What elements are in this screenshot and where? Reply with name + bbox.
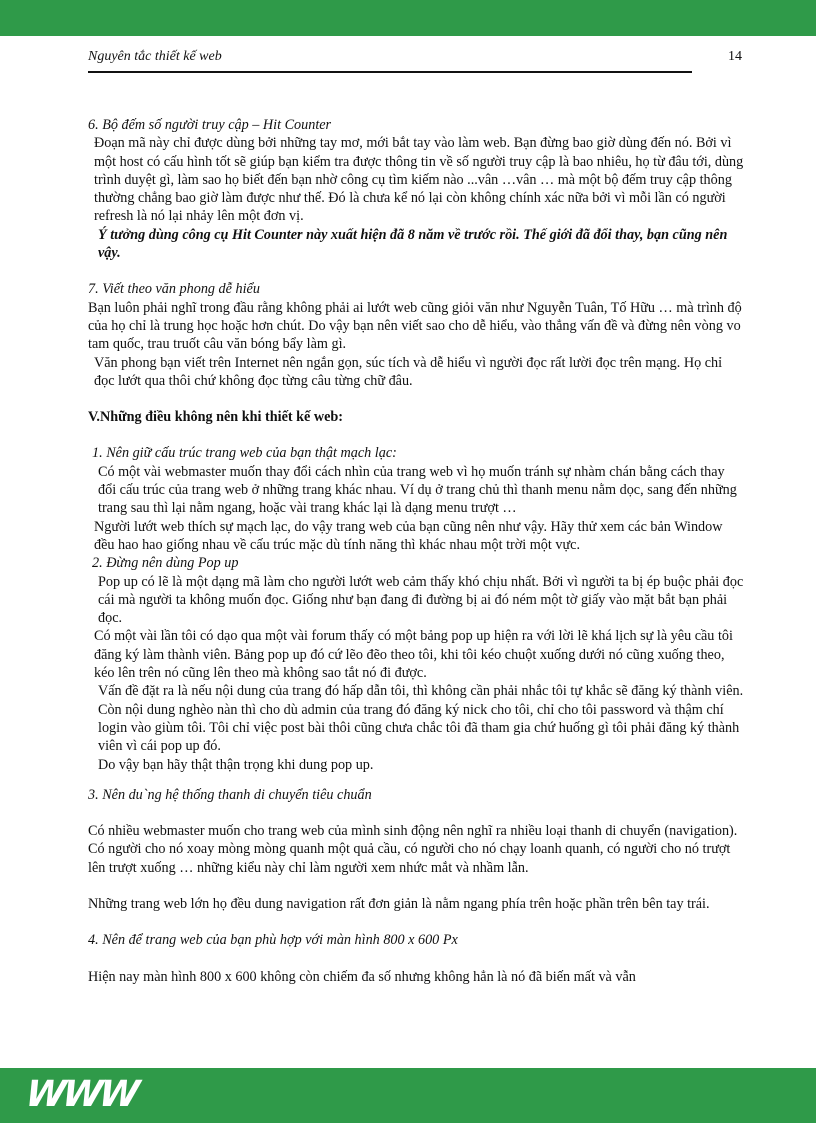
popup-paragraph-4: Do vậy bạn hãy thật thận trọng khi dung pop up. — [98, 756, 374, 773]
page-header — [88, 49, 744, 71]
writing-style-paragraph-2: Văn phong bạn viết trên Internet nên ngắn gọn, súc tích và dễ hiểu vì người đọc rất lười đọc trên mạng. Họ chỉ đọc lướt qua thôi chứ không đọc từng câu từng chữ đâu. — [94, 354, 723, 389]
screen-paragraph-1: Hiện nay màn hình 800 x 600 không còn chiếm đa số nhưng không hẳn là nó đã biến mất và vẫn — [88, 968, 636, 985]
hit-counter-heading: 6. Bộ đếm số người truy cập – Hit Counter — [88, 117, 332, 133]
navigation-heading: 3. Nên du`ng hệ thống thanh di chuyển tiêu chuẩn — [88, 786, 372, 803]
header-rule — [88, 71, 692, 73]
writing-style-paragraph-1: Bạn luôn phải nghĩ trong đầu rằng không phải ai lướt web cũng giỏi văn như Nguyễn Tuân, Tố Hữu … mà trình độ của họ chỉ là trung học hoặc hơn chút. Do vậy bạn nên viết sao cho dễ hiểu, vào thẳng vấn đề và đừng nên vòng vo tam quốc, trau truốt câu văn bóng bẩy làm gì. — [88, 299, 742, 353]
page-number: 14 — [728, 49, 742, 64]
top-green-band — [0, 0, 816, 36]
popup-paragraph-3: Vấn đề đặt ra là nếu nội dung của trang đó hấp dẫn tôi, thì không cần phải nhắc tôi tự khắc sẽ đăng ký thành viên. Còn nội dung nghèo nàn thì cho dù admin của trang đó đăng ký nick cho tôi, chỉ cho tôi password và thậm chí login vào giùm tôi. Tôi chỉ việc post bài thôi cũng chưa chắc tôi đã tham gia chứ huống gì tôi phải đăng ký thành viên vì cái pop up đó. — [98, 683, 744, 755]
structure-paragraph-2: Người lướt web thích sự mạch lạc, do vậy trang web của bạn cũng nên như vậy. Hãy thử xem các bản Window đều hao hao giống nhau về cấu trúc mặc dù tính năng thì khác nhau một trời một vực. — [94, 518, 723, 553]
section-v-title: V.Những điều không nên khi thiết kế web: — [88, 409, 344, 426]
navigation-paragraph-1: Có nhiều webmaster muốn cho trang web của mình sinh động nên nghĩ ra nhiều loại thanh di chuyển (navigation). Có người cho nó xoay mòng mòng quanh một quả cầu, có người cho nó chạy loanh quanh, có người cho nó trượt lên trượt xuống … những kiểu này chỉ làm người xem nhức mắt và nhầm lẫn. — [88, 823, 738, 876]
structure-heading: 1. Nên giữ cấu trúc trang web của bạn thật mạch lạc: — [92, 445, 397, 462]
www-logo: WWW — [23, 1074, 140, 1115]
structure-paragraph-1: Có một vài webmaster muốn thay đổi cách nhìn của trang web vì họ muốn tránh sự nhàm chán bằng cách thay đổi cấu trúc của trang web ở những trang khác nhau. Ví dụ ở trang chủ thì thanh menu nằm dọc, sang đến những trang sau thì lại nằm ngang, hoặc vài trang khác lại là dạng menu trượt … — [98, 463, 737, 517]
navigation-paragraph-2: Những trang web lớn họ đều dung navigation rất đơn giản là nằm ngang phía trên hoặc phần trên bên tay trái. — [88, 895, 710, 912]
popup-paragraph-1: Pop up có lẽ là một dạng mã làm cho người lướt web cảm thấy khó chịu nhất. Bởi vì người ta bị ép buộc phải đọc cái mà người ta không muốn đọc. Giống như bạn đang đi đường bị ai đó ném một tờ giấy vào mặt bắt bạn phải đọc. — [98, 573, 744, 627]
header-title: Nguyên tắc thiết kế web — [88, 49, 222, 64]
hit-counter-paragraph: Đoạn mã này chỉ được dùng bởi những tay mơ, mới bắt tay vào làm web. Bạn đừng bao giờ dùng đến nó. Bởi vì một host có cấu hình tốt sẽ giúp bạn kiểm tra được thông tin về số người truy cập là bao nhiêu, họ từ đâu tới, dùng trình duyệt gì, làm sao họ biết đến bạn nhờ công cụ tìm kiếm nào ...vân …vân … mà một bộ đếm truy cập thông thường chẳng bao giờ làm được như thế. Đó là chưa kể nó lại còn không chính xác nữa bởi vì mỗi lần có người refresh là nó lại nhảy lên một đơn vị. — [94, 135, 744, 225]
writing-style-heading: 7. Viết theo văn phong dễ hiểu — [88, 281, 260, 298]
popup-paragraph-2: Có một vài lần tôi có dạo qua một vài forum thấy có một bảng pop up hiện ra với lời lẽ khá lịch sự là yêu cầu tôi đăng ký làm thành viên. Bảng pop up đó cứ lẽo đẽo theo tôi, khi tôi kéo chuột xuống dưới nó cũng xuống theo, kéo lên trên nó cũng lên theo mà không sao tắt nó đi được. — [94, 628, 733, 682]
popup-heading: 2. Đừng nên dùng Pop up — [92, 555, 239, 572]
hit-counter-emphasis: Ý tưởng dùng công cụ Hit Counter này xuất hiện đã 8 năm về trước rồi. Thế giới đã đổi thay, bạn cũng nên vậy. — [98, 226, 728, 262]
document-body — [88, 116, 744, 986]
screen-heading: 4. Nên để trang web của bạn phù hợp với màn hình 800 x 600 Px — [88, 932, 458, 949]
